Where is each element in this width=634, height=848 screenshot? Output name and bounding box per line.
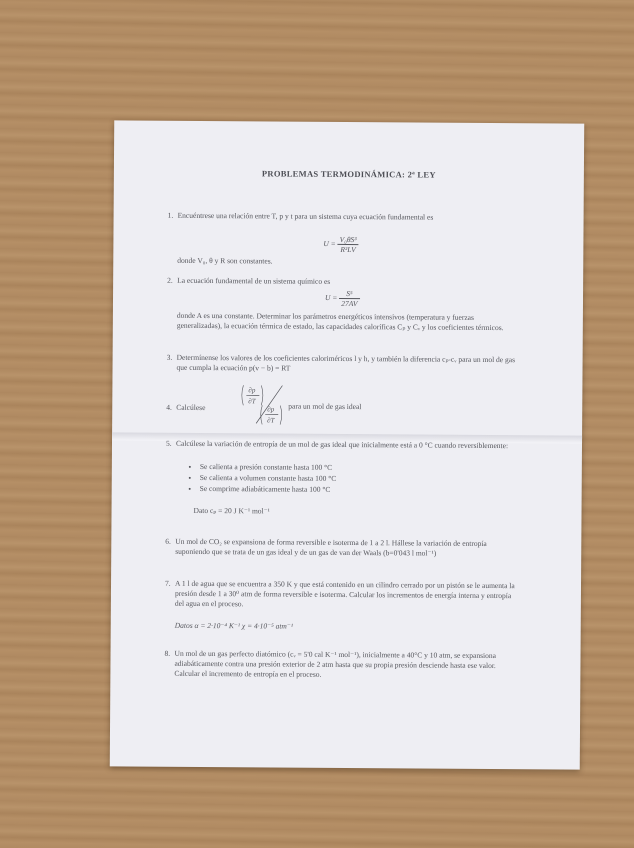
problem-2-formula bbox=[325, 289, 360, 308]
problem-text: Un mol de CO₂ se expansiona de forma reversible e isoterma de 1 a 2 l. Hállese la variación de entropía suponiendo que se trata de un gas ideal y de un gas de van der Waals (b=0'043 l mol⁻¹) bbox=[175, 536, 487, 558]
svg-text:∂T: ∂T bbox=[248, 397, 256, 406]
formula-fraction bbox=[338, 235, 359, 254]
problem-5-data: Dato cₚ = 20 J K⁻¹ mol⁻¹ bbox=[193, 505, 270, 516]
problem-8 bbox=[164, 648, 514, 681]
problem-text: A 1 l de agua que se encuentra a 350 K y que está contenido en un cilindro cerrado por un pistón se le aumenta la presión desde 1 a 30⁰ atm de forma reversible e isoterma. Calcular los incrementos de energía interna y entropía del agua en el proceso. bbox=[174, 578, 515, 609]
document-title: PROBLEMAS TERMODINÁMICA: 2ª LEY bbox=[261, 168, 436, 180]
list-item: • Se calienta a presión constante hasta 100 °C bbox=[200, 461, 516, 474]
problem-number: 8. bbox=[164, 648, 171, 658]
problem-1 bbox=[167, 210, 518, 223]
problem-text: Un mol de un gas perfecto diatómico (cᵥ = 5'0 cal K⁻¹ mol⁻¹), inicialmente a 40°C y 10 atm, se expansiona adiabáticamente contra una presión exterior de 2 atm hasta que su propia presión desciende hasta ese valor. Calcular el incremento de entropía en el proceso. bbox=[174, 648, 497, 679]
formula-lhs: U = bbox=[323, 239, 336, 249]
problem-number: 1. bbox=[167, 210, 174, 220]
problem-number: 4. bbox=[166, 402, 172, 412]
problem-4-after: para un mol de gas ideal bbox=[288, 401, 362, 412]
list-item: • Se comprime adiabáticamente hasta 100 °C bbox=[200, 483, 516, 496]
problem-6 bbox=[165, 536, 515, 559]
problem-7-data: Datos α = 2·10⁻⁴ K⁻¹ χ = 4·10⁻⁵ atm⁻¹ bbox=[174, 620, 294, 631]
problem-5 bbox=[165, 438, 517, 518]
problem-number: 6. bbox=[165, 536, 171, 546]
problem-text: Determínense los valores de los coeficientes caloriméricos l y h, y también la diferencia cₚ-cᵥ para un mol de gas que cumpla la ecuación p(v − b) = RT bbox=[176, 352, 516, 373]
problem-7 bbox=[164, 578, 515, 633]
formula-lhs: U = bbox=[324, 293, 338, 303]
formula-numerator: V₀θS³ bbox=[338, 235, 359, 245]
problem-text: Calcúlese la variación de entropía de un mol de gas ideal que inicialmente está a 0 °C cuando reversiblemente: bbox=[175, 438, 509, 451]
problem-number: 5. bbox=[165, 438, 172, 448]
problem-number: 2. bbox=[167, 275, 173, 285]
formula-numerator: S⁵ bbox=[339, 289, 359, 299]
problem-text: La ecuación fundamental de un sistema químico es bbox=[177, 275, 331, 286]
formula-denominator: R²LV bbox=[340, 244, 356, 255]
problem-number: 3. bbox=[166, 352, 173, 362]
problem-1-note: donde V₀, θ y R son constantes. bbox=[177, 255, 273, 266]
svg-text:∂p: ∂p bbox=[267, 405, 275, 414]
paper-sheet bbox=[110, 120, 584, 769]
problem-1-formula bbox=[323, 235, 358, 254]
list-item: • Se calienta a volumen constante hasta 100 °C bbox=[200, 472, 516, 485]
svg-text:∂T: ∂T bbox=[267, 416, 275, 425]
formula-fraction bbox=[339, 289, 359, 308]
bullet-list bbox=[176, 461, 516, 496]
formula-denominator: 27AV bbox=[341, 298, 358, 309]
problem-2 bbox=[167, 275, 517, 288]
problem-number: 7. bbox=[164, 578, 171, 588]
svg-text:∂p: ∂p bbox=[248, 386, 256, 395]
problem-3 bbox=[166, 352, 516, 375]
problem-text-before: Calcúlese bbox=[176, 402, 206, 413]
problem-text: Encuéntrese una relación entre T, p y t para un sistema cuya ecuación fundamental es bbox=[177, 210, 434, 222]
partial-derivative-ratio-formula bbox=[242, 381, 292, 431]
problem-2-note: donde A es una constante. Determinar los parámetros energéticos intensivos (temperatura y fuerzas generalizadas), la ecuación térmica de estado, las capacidades caloríficas Cₚ y Cᵥ y los coeficientes térmicos. bbox=[176, 310, 504, 333]
